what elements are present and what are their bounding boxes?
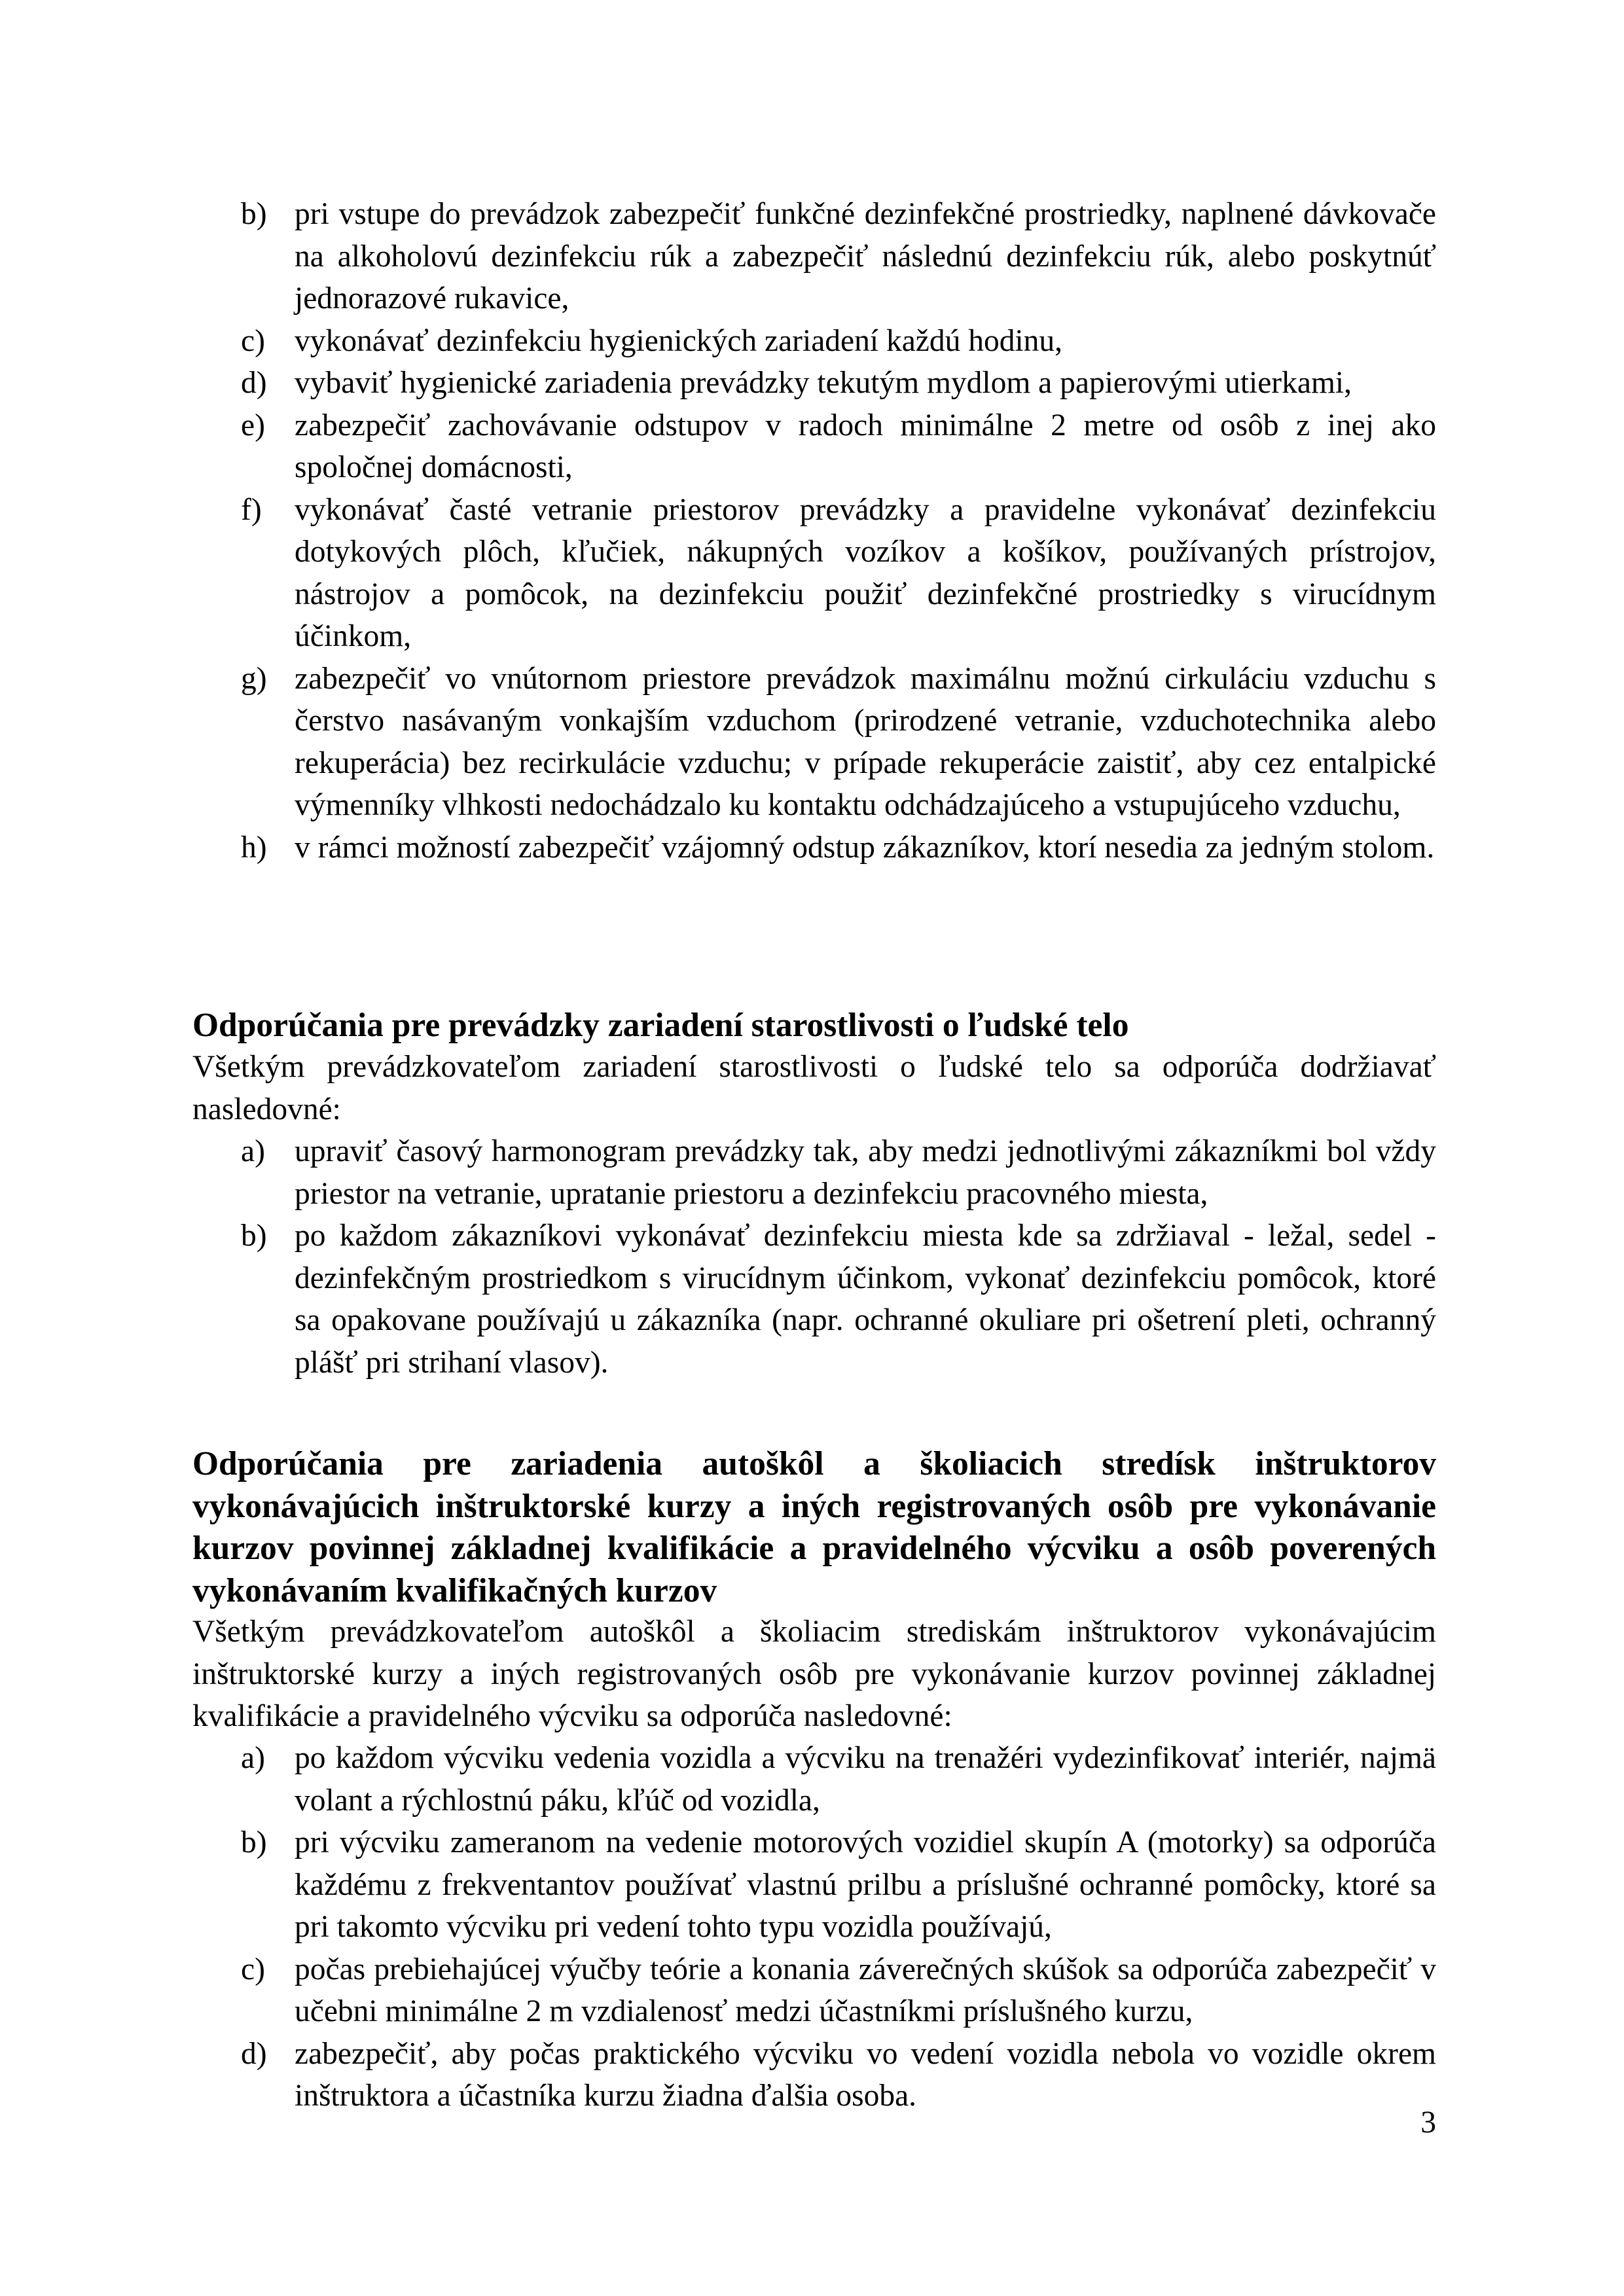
list-marker: c) xyxy=(241,1952,265,1986)
list-item xyxy=(241,827,1436,869)
list-item xyxy=(241,1215,1436,1384)
list-item-text: v rámci možností zabezpečiť vzájomný odstup zákazníkov, ktorí nesedia za jedným stolom. xyxy=(295,830,1435,865)
list-item-text: po každom zákazníkovi vykonávať dezinfekciu miesta kde sa zdržiaval - ležal, sedel - dezinfekčným prostriedkom s virucídnym účinkom, vykonať dezinfekciu pomôcok, ktoré sa opakovane používajú u zákazníka (napr. ochranné okuliare pri ošetrení pleti, ochranný plášť pri strihaní vlasov). xyxy=(295,1219,1436,1380)
list-item-text: vykonávať časté vetranie priestorov prevádzky a pravidelne vykonávať dezinfekciu dotykových plôch, kľučiek, nákupných vozíkov a košíkov, používaných prístrojov, nástrojov a pomôcok, na dezinfekciu použiť dezinfekčné prostriedky s virucídnym účinkom, xyxy=(295,492,1436,653)
list-marker: d) xyxy=(241,366,267,400)
list-item-text: pri výcviku zameranom na vedenie motorových vozidiel skupín A (motorky) sa odporúča každému z frekventantov používať vlastnú prilbu a príslušné ochranné pomôcky, ktoré sa pri takomto výcviku pri vedení tohto typu vozidla používajú, xyxy=(295,1825,1436,1944)
list-marker: a) xyxy=(241,1741,265,1775)
list-item xyxy=(241,404,1436,489)
list-item-text: vykonávať dezinfekciu hygienických zariadení každú hodinu, xyxy=(295,323,1063,358)
list-item-text: zabezpečiť vo vnútornom priestore prevádzok maximálnu možnú cirkuláciu vzduchu s čerstvo nasávaným vonkajším vzduchom (prirodzené vetranie, vzduchotechnika alebo rekuperácia) bez recirkulácie vzduchu; v prípade rekuperácie zaistiť, aby cez entalpické výmenníky vlhkosti nedochádzalo ku kontaktu odchádzajúceho a vstupujúceho vzduchu, xyxy=(295,661,1436,822)
hygiene-measures-list xyxy=(241,193,1436,869)
list-item xyxy=(241,1821,1436,1948)
list-item xyxy=(241,2033,1436,2117)
section-intro-driving-schools: Všetkým prevádzkovateľom autoškôl a školiacim strediskám inštruktorov vykonávajúcim inštruktorské kurzy a iných registrovaných osôb pre vykonávanie kurzov povinnej základnej kvalifikácie a pravidelného výcviku sa odporúča nasledovné: xyxy=(192,1615,1436,1733)
driving-schools-list xyxy=(241,1737,1436,2117)
list-marker: d) xyxy=(241,2036,267,2071)
list-item xyxy=(241,1737,1436,1821)
list-marker: b) xyxy=(241,197,267,231)
list-marker: a) xyxy=(241,1134,265,1168)
list-item-text: zabezpečiť, aby počas praktického výcviku vo vedení vozidla nebola vo vozidle okrem inštruktora a účastníka kurzu žiadna ďalšia osoba. xyxy=(295,2036,1436,2113)
list-marker: g) xyxy=(241,661,267,696)
list-marker: b) xyxy=(241,1219,267,1253)
list-marker: e) xyxy=(241,408,265,442)
list-item xyxy=(241,1948,1436,2033)
list-item-text: počas prebiehajúcej výučby teórie a konania záverečných skúšok sa odporúča zabezpečiť v učebni minimálne 2 m vzdialenosť medzi účastníkmi príslušného kurzu, xyxy=(295,1952,1436,2028)
section-heading-body-care: Odporúčania pre prevádzky zariadení starostlivosti o ľudské telo xyxy=(192,1007,1129,1044)
list-item xyxy=(241,658,1436,827)
list-item-text: vybaviť hygienické zariadenia prevádzky tekutým mydlom a papierovými utierkami, xyxy=(295,366,1352,400)
list-item-text: zabezpečiť zachovávanie odstupov v radoch minimálne 2 metre od osôb z inej ako spoločnej domácnosti, xyxy=(295,408,1436,484)
list-item-text: pri vstupe do prevádzok zabezpečiť funkčné dezinfekčné prostriedky, naplnené dávkovače na alkoholovú dezinfekciu rúk a zabezpečiť následnú dezinfekciu rúk, alebo poskytnúť jednorazové rukavice, xyxy=(295,197,1436,315)
list-marker: c) xyxy=(241,323,265,358)
section-intro-body-care: Všetkým prevádzkovateľom zariadení starostlivosti o ľudské telo sa odporúča dodržiavať nasledovné: xyxy=(192,1050,1436,1126)
list-item xyxy=(241,489,1436,658)
list-item xyxy=(241,320,1436,363)
list-item xyxy=(241,193,1436,320)
list-marker: b) xyxy=(241,1825,267,1859)
body-care-list xyxy=(241,1130,1436,1384)
page-number: 3 xyxy=(1420,2106,1436,2140)
list-item-text: po každom výcviku vedenia vozidla a výcviku na trenažéri vydezinfikovať interiér, najmä volant a rýchlostnú páku, kľúč od vozidla, xyxy=(295,1741,1436,1818)
list-marker: f) xyxy=(241,492,262,527)
list-item-text: upraviť časový harmonogram prevádzky tak, aby medzi jednotlivými zákazníkmi bol vždy priestor na vetranie, upratanie priestoru a dezinfekciu pracovného miesta, xyxy=(295,1134,1436,1211)
list-item xyxy=(241,1130,1436,1215)
list-item xyxy=(241,362,1436,404)
section-heading-driving-schools: Odporúčania pre zariadenia autoškôl a školiacich stredísk inštruktorov vykonávajúcich inštruktorské kurzy a iných registrovaných osôb pre vykonávanie kurzov povinnej základnej kvalifikácie a pravidelného výcviku a osôb poverených vykonávaním kvalifikačných kurzov xyxy=(192,1445,1436,1609)
list-marker: h) xyxy=(241,830,267,865)
